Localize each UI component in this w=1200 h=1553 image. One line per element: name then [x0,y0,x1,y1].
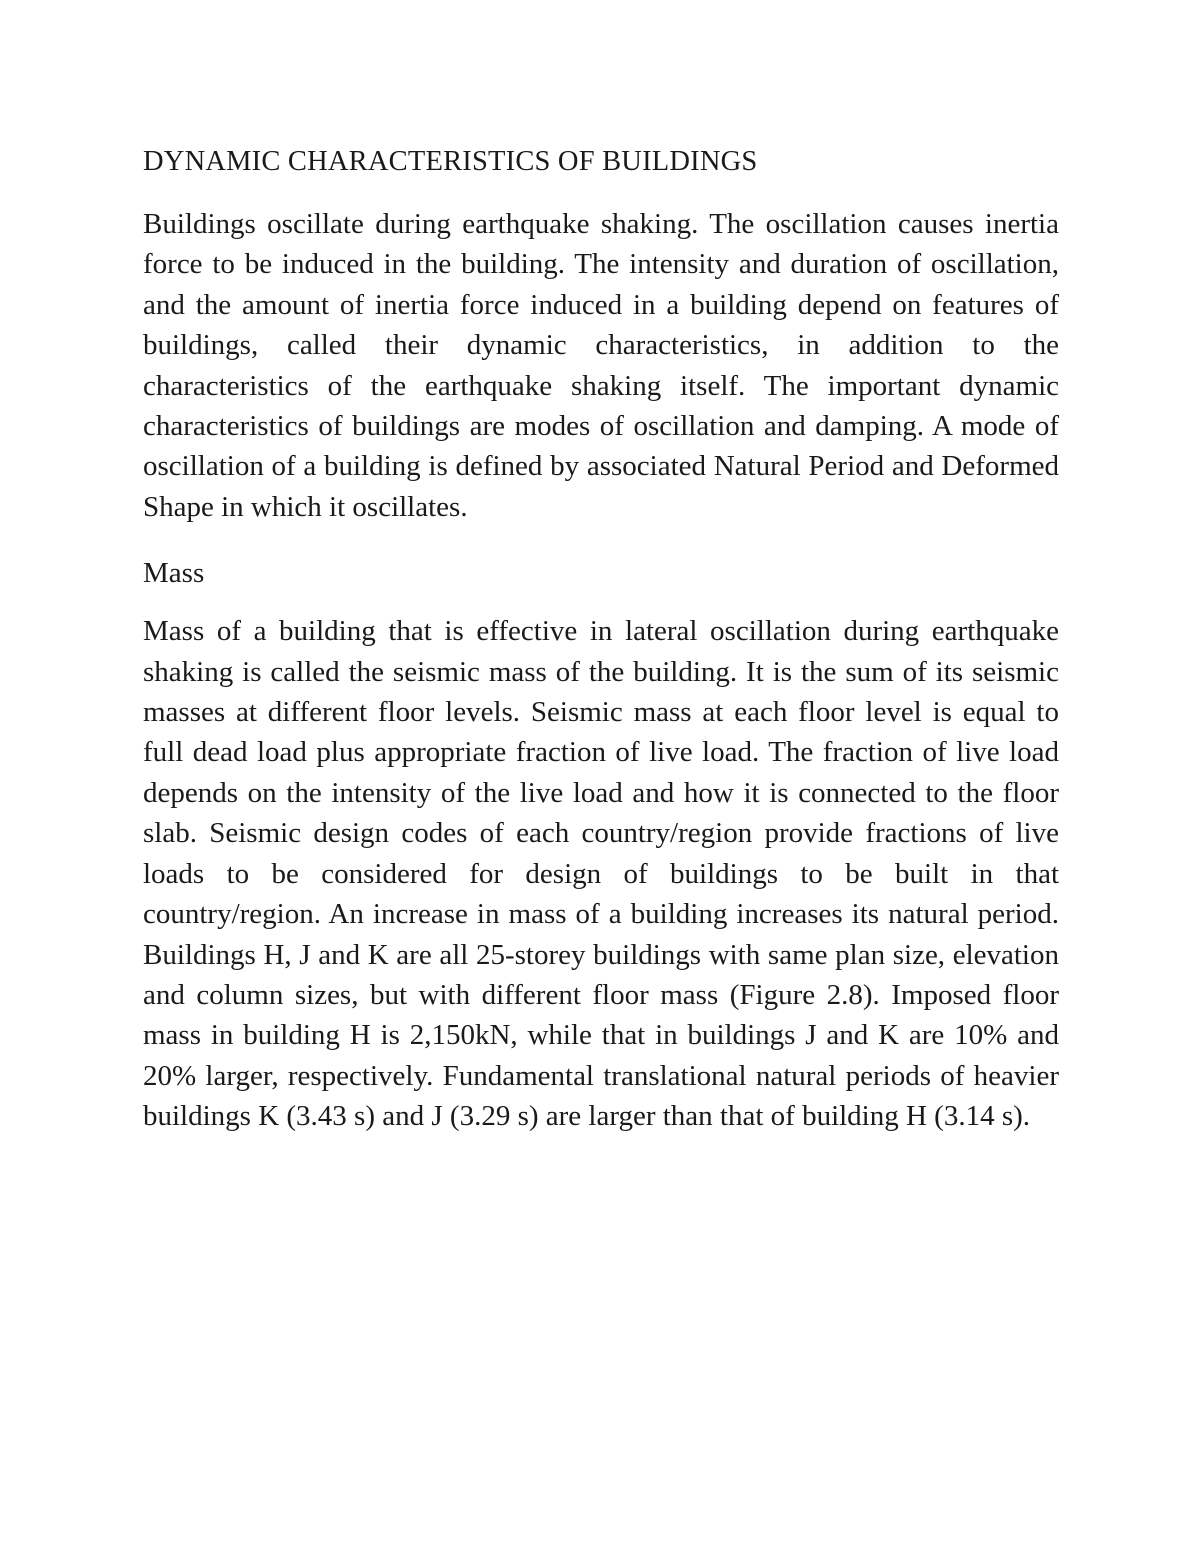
document-page [143,138,1059,1137]
mass-paragraph: Mass of a building that is effective in lateral oscillation during earthquake shaking is called the seismic mass of the building. It is the sum of its seismic masses at different floor levels. Seismic mass at each floor level is equal to full dead load plus appropriate fraction of live load. The fraction of live load depends on the intensity of the live load and how it is connected to the floor slab. Seismic design codes of each country/region provide fractions of live loads to be considered for design of buildings to be built in that country/region. An increase in mass of a building increases its natural period. Buildings H, J and K are all 25-storey buildings with same plan size, elevation and column sizes, but with different floor mass (Figure 2.8). Imposed floor mass in building H is 2,150kN, while that in buildings J and K are 10% and 20% larger, respectively. Fundamental translational natural periods of heavier buildings K (3.43 s) and J (3.29 s) are larger than that of building H (3.14 s). [143,615,1059,1133]
document-heading: DYNAMIC CHARACTERISTICS OF BUILDINGS [143,146,758,177]
intro-paragraph: Buildings oscillate during earthquake shaking. The oscillation causes inertia force to be induced in the building. The intensity and duration of oscillation, and the amount of inertia force induced in a building depend on features of buildings, called their dynamic characteristics, in addition to the characteristics of the earthquake shaking itself. The important dynamic characteristics of buildings are modes of oscillation and damping. A mode of oscillation of a building is defined by associated Natural Period and Deformed Shape in which it oscillates. [143,208,1059,523]
section-title-mass: Mass [143,557,205,590]
